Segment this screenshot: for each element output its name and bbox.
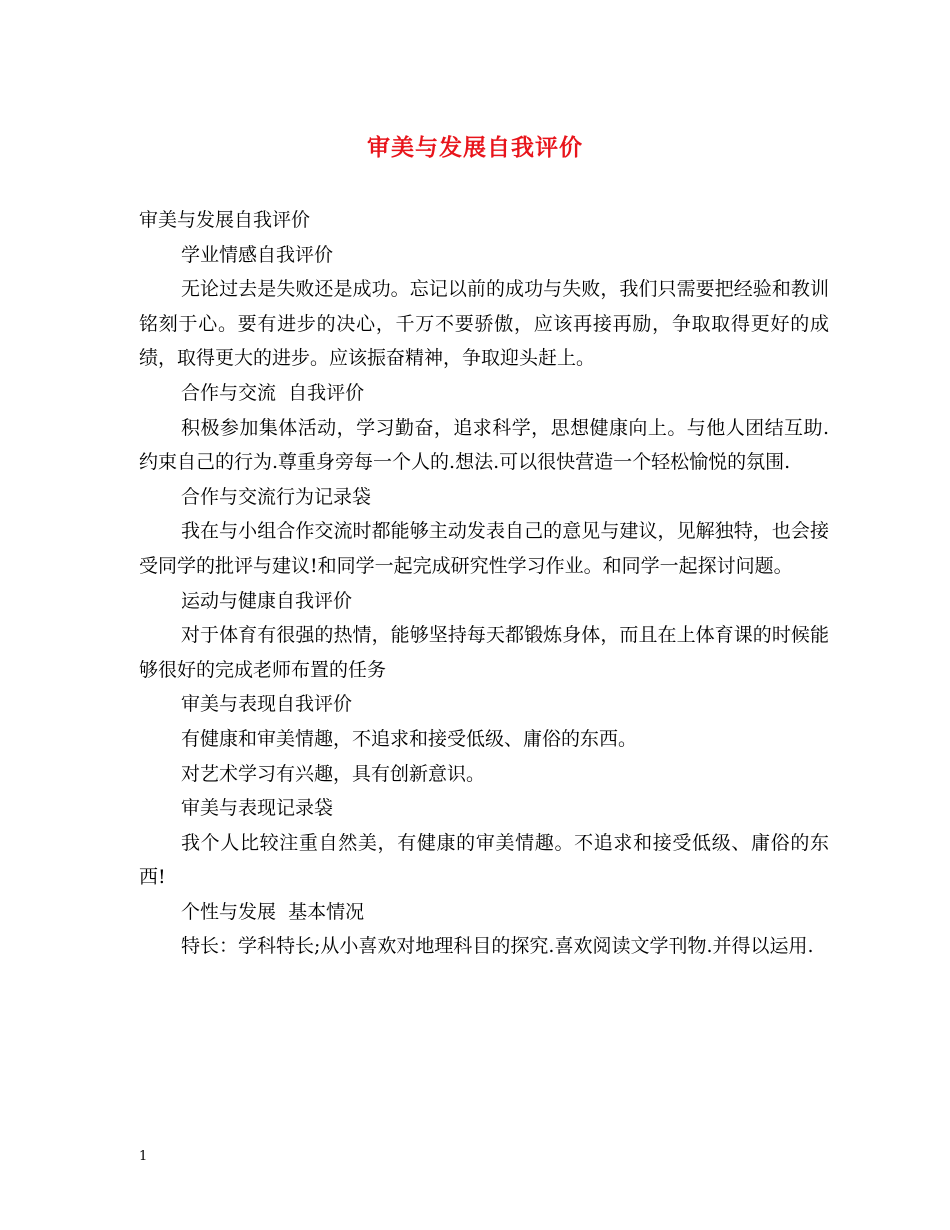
paragraph: 对于体育有很强的热情，能够坚持每天都锻炼身体，而且在上体育课的时候能够很好的完成老师布置的任务 — [139, 624, 829, 681]
paragraph: 运动与健康自我评价 — [181, 589, 353, 612]
paragraph: 特长：学科特长;从小喜欢对地理科目的探究.喜欢阅读文学刊物.并得以运用. — [181, 935, 814, 958]
paragraph: 对艺术学习有兴趣，具有创新意识。 — [181, 762, 486, 785]
paragraph: 有健康和审美情趣，不追求和接受低级、庸俗的东西。 — [181, 727, 638, 750]
paragraph: 我在与小组合作交流时都能够主动发表自己的意见与建议，见解独特，也会接受同学的批评与建议!和同学一起完成研究性学习作业。和同学一起探讨问题。 — [139, 520, 829, 577]
paragraph: 审美与表现自我评价 — [181, 693, 353, 716]
page-number: 1 — [139, 1149, 148, 1164]
paragraph: 我个人比较注重自然美，有健康的审美情趣。不追求和接受低级、庸俗的东西! — [139, 831, 829, 889]
document-title: 审美与发展自我评价 — [367, 134, 583, 161]
paragraph: 无论过去是失败还是成功。忘记以前的成功与失败，我们只需要把经验和教训铭刻于心。要有进步的决心，千万不要骄傲，应该再接再励，争取取得更好的成绩，取得更大的进步。应该振奋精神，争取迎头赶上。 — [139, 278, 829, 370]
paragraph: 合作与交流行为记录袋 — [181, 485, 372, 508]
paragraph: 积极参加集体活动，学习勤奋，追求科学，思想健康向上。与他人团结互助.约束自己的行为.尊重身旁每一个人的.想法.可以很快营造一个轻松愉悦的氛围. — [139, 416, 829, 474]
document-body — [139, 203, 829, 964]
paragraph: 合作与交流 自我评价 — [181, 381, 365, 404]
paragraph: 审美与发展自我评价 — [139, 209, 311, 231]
paragraph: 个性与发展 基本情况 — [181, 900, 365, 923]
paragraph: 审美与表现记录袋 — [181, 797, 334, 820]
paragraph: 学业情感自我评价 — [181, 243, 334, 266]
